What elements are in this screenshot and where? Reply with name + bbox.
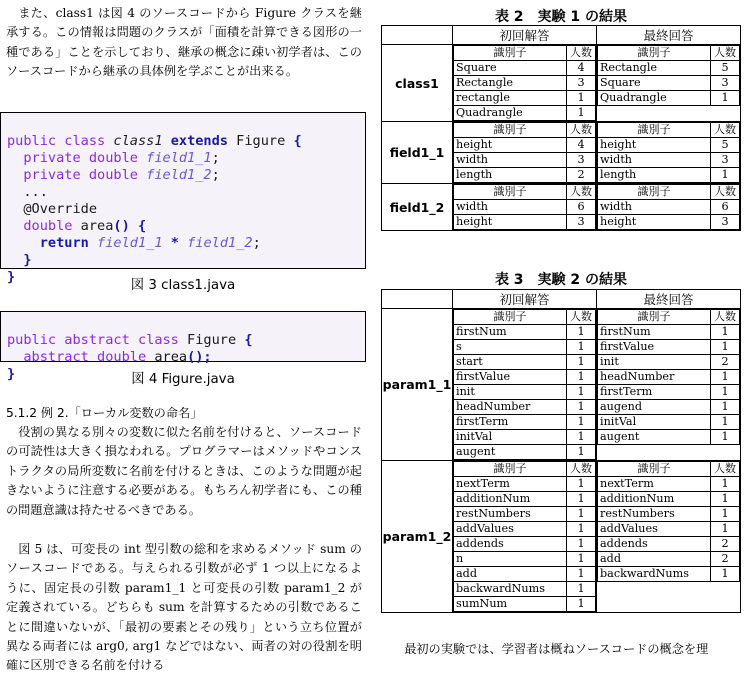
first-answer-subtable [453, 184, 596, 230]
identifier-cell: restNumbers [598, 507, 711, 522]
identifier-cell: additionNum [598, 492, 711, 507]
identifier-cell: backwardNums [598, 567, 711, 582]
identifier-cell: backwardNums [454, 582, 567, 597]
row-label: param1_1 [382, 309, 453, 461]
table-row [454, 106, 596, 121]
count-cell: 1 [567, 597, 596, 612]
count-cell: 1 [567, 537, 596, 552]
first-answer-cell [453, 45, 597, 122]
count-cell: 3 [711, 215, 740, 230]
count-cell: 3 [567, 215, 596, 230]
identifier-cell: width [598, 200, 711, 215]
identifier-header: 識別子 [454, 310, 567, 325]
count-cell: 2 [711, 537, 740, 552]
table3-col-final: 最終回答 [597, 290, 741, 309]
first-answer-subtable [453, 461, 596, 612]
row-label: field1_1 [382, 122, 453, 184]
table-row [598, 340, 740, 355]
count-header: 人数 [711, 123, 740, 138]
count-cell: 1 [567, 91, 596, 106]
count-cell: 1 [567, 507, 596, 522]
count-cell: 1 [711, 522, 740, 537]
identifier-cell: Rectangle [598, 61, 711, 76]
identifier-cell: addends [454, 537, 567, 552]
identifier-cell: addValues [598, 522, 711, 537]
count-cell: 2 [711, 355, 740, 370]
identifier-cell: additionNum [454, 492, 567, 507]
identifier-cell: nextTerm [598, 477, 711, 492]
count-cell: 5 [711, 138, 740, 153]
count-cell: 5 [711, 61, 740, 76]
table-row [454, 385, 596, 400]
count-header: 人数 [711, 46, 740, 61]
table-row [454, 325, 596, 340]
identifier-cell: height [598, 215, 711, 230]
count-cell: 1 [711, 325, 740, 340]
table-row [598, 507, 740, 522]
identifier-cell: initVal [598, 415, 711, 430]
count-cell: 1 [567, 340, 596, 355]
identifier-cell: Quadrangle [598, 91, 711, 106]
first-answer-cell [453, 309, 597, 461]
identifier-header: 識別子 [598, 310, 711, 325]
count-cell: 6 [567, 200, 596, 215]
result-row-param1_1 [382, 309, 741, 461]
table-row [454, 370, 596, 385]
figure4-code-block: public abstract class Figure { abstract double area(); } [0, 311, 366, 362]
count-cell: 1 [567, 445, 596, 460]
identifier-cell: length [598, 168, 711, 183]
table2-col-first: 初回解答 [453, 26, 597, 45]
table-row [454, 91, 596, 106]
identifier-cell: start [454, 355, 567, 370]
count-cell: 1 [567, 552, 596, 567]
table-row [598, 200, 740, 215]
identifier-cell: rectangle [454, 91, 567, 106]
final-answer-subtable [597, 461, 740, 582]
table-row [598, 168, 740, 183]
count-cell: 1 [567, 582, 596, 597]
row-label: param1_2 [382, 461, 453, 613]
table3-col-first: 初回解答 [453, 290, 597, 309]
first-answer-subtable [453, 122, 596, 183]
identifier-cell: augend [598, 400, 711, 415]
result-row-field1_1 [382, 122, 741, 184]
count-cell: 1 [567, 567, 596, 582]
figure3-code-block: public class class1 extends Figure { private double field1_1; private double field1_2; ... @Override double area() { return field1_1 * field1_2; } } [0, 112, 366, 269]
identifier-cell: Square [598, 76, 711, 91]
count-cell: 1 [567, 477, 596, 492]
count-header: 人数 [567, 123, 596, 138]
identifier-cell: width [598, 153, 711, 168]
count-header: 人数 [567, 462, 596, 477]
count-cell: 4 [567, 138, 596, 153]
table-row [598, 552, 740, 567]
table-row [454, 61, 596, 76]
final-answer-subtable [597, 45, 740, 106]
identifier-cell: initVal [454, 430, 567, 445]
count-cell: 1 [567, 325, 596, 340]
table-row [598, 430, 740, 445]
count-cell: 1 [567, 492, 596, 507]
table-row [454, 445, 596, 460]
count-cell: 1 [711, 340, 740, 355]
table-row [454, 477, 596, 492]
figure4-caption: 図 4 Figure.java [131, 372, 235, 387]
count-header: 人数 [567, 46, 596, 61]
section-heading: 5.1.2 例 2.「ローカル変数の命名」 [6, 406, 203, 420]
identifier-cell: headNumber [598, 370, 711, 385]
table-row [454, 200, 596, 215]
identifier-cell: sumNum [454, 597, 567, 612]
final-answer-cell [597, 309, 741, 461]
table-row [598, 522, 740, 537]
final-answer-cell [597, 45, 741, 122]
table3 [381, 289, 741, 613]
count-cell: 1 [711, 385, 740, 400]
count-cell: 1 [567, 385, 596, 400]
count-cell: 1 [711, 400, 740, 415]
count-cell: 1 [711, 477, 740, 492]
result-row-class1 [382, 45, 741, 122]
identifier-header: 識別子 [598, 46, 711, 61]
count-cell: 1 [567, 430, 596, 445]
count-cell: 3 [567, 76, 596, 91]
identifier-cell: augent [454, 445, 567, 460]
table-row [454, 215, 596, 230]
identifier-cell: s [454, 340, 567, 355]
table-row [598, 400, 740, 415]
table-row [454, 537, 596, 552]
table-row [454, 597, 596, 612]
final-answer-cell [597, 184, 741, 231]
identifier-cell: firstValue [454, 370, 567, 385]
count-cell: 1 [711, 168, 740, 183]
row-label: field1_2 [382, 184, 453, 231]
count-cell: 1 [711, 492, 740, 507]
final-answer-cell [597, 122, 741, 184]
table-row [454, 168, 596, 183]
count-cell: 4 [567, 61, 596, 76]
table-row [454, 340, 596, 355]
identifier-cell: add [598, 552, 711, 567]
count-cell: 1 [567, 522, 596, 537]
identifier-cell: height [454, 215, 567, 230]
identifier-cell: firstValue [598, 340, 711, 355]
table2-caption: 表 2 実験 1 の結果 [494, 9, 628, 25]
identifier-cell: height [454, 138, 567, 153]
identifier-cell: firstTerm [454, 415, 567, 430]
result-row-field1_2 [382, 184, 741, 231]
intro-paragraph: また、class1 は図 4 のソースコードから Figure クラスを継承する。この情報は問題のクラスが「面積を計算できる図形の一種である」ことを示しており、継承の概念に疎い初学者は、このソースコードから継承の具体例を学ぶことが出来る。 [6, 6, 362, 79]
identifier-cell: height [598, 138, 711, 153]
final-answer-subtable [597, 309, 740, 445]
table-row [454, 567, 596, 582]
table-row [454, 492, 596, 507]
table3-container [381, 289, 741, 613]
table-row [454, 153, 596, 168]
count-cell: 1 [711, 415, 740, 430]
count-cell: 3 [711, 153, 740, 168]
bottom-paragraph: 最初の実験では、学習者は概ねソースコードの概念を理 [404, 642, 709, 656]
table2-col-final: 最終回答 [597, 26, 741, 45]
table-row [598, 61, 740, 76]
table-row [454, 522, 596, 537]
identifier-cell: firstTerm [598, 385, 711, 400]
first-answer-subtable [453, 309, 596, 460]
count-cell: 1 [711, 567, 740, 582]
first-answer-cell [453, 184, 597, 231]
identifier-cell: length [454, 168, 567, 183]
identifier-cell: Quadrangle [454, 106, 567, 121]
count-header: 人数 [567, 185, 596, 200]
count-cell: 1 [567, 355, 596, 370]
table-row [454, 430, 596, 445]
table-row [454, 582, 596, 597]
table-row [598, 415, 740, 430]
table-row [598, 153, 740, 168]
identifier-header: 識別子 [454, 123, 567, 138]
identifier-header: 識別子 [454, 46, 567, 61]
table-row [454, 552, 596, 567]
table-row [598, 355, 740, 370]
identifier-header: 識別子 [454, 185, 567, 200]
table-row [598, 91, 740, 106]
table-row [598, 477, 740, 492]
identifier-cell: width [454, 153, 567, 168]
table2-container [381, 25, 741, 231]
table-row [454, 415, 596, 430]
count-cell: 1 [567, 415, 596, 430]
table-row [598, 537, 740, 552]
table-row [454, 355, 596, 370]
identifier-cell: addends [598, 537, 711, 552]
table2-corner [382, 26, 453, 45]
count-header: 人数 [711, 310, 740, 325]
count-header: 人数 [711, 185, 740, 200]
table2 [381, 25, 741, 231]
count-cell: 3 [711, 76, 740, 91]
table-row [454, 400, 596, 415]
identifier-cell: augent [598, 430, 711, 445]
first-answer-cell [453, 122, 597, 184]
row-label: class1 [382, 45, 453, 122]
count-cell: 3 [567, 153, 596, 168]
identifier-header: 識別子 [598, 185, 711, 200]
identifier-cell: n [454, 552, 567, 567]
paragraph-sum-method: 図 5 は、可変長の int 型引数の総和を求めるメソッド sum のソースコードである。与えられる引数が必ず 1 つ以上になるように、固定長の引数 param1_1 と可変長の引数 param1_2 が定義されている。どちらも sum を計算するための引数であることに間違いないが、「最初の要素とその残り」という立ち位置が異なる両者には arg0, arg1 などではない、両者の対の役割を明確に区別できる名前を付ける [6, 542, 362, 673]
figure3-caption: 図 3 class1.java [130, 278, 236, 293]
final-answer-subtable [597, 122, 740, 183]
identifier-cell: headNumber [454, 400, 567, 415]
count-cell: 1 [567, 400, 596, 415]
identifier-cell: add [454, 567, 567, 582]
count-cell: 1 [711, 507, 740, 522]
table3-caption: 表 3 実験 2 の結果 [494, 272, 628, 288]
table-row [598, 567, 740, 582]
table-row [598, 492, 740, 507]
code-class-name: class1 [113, 133, 163, 149]
identifier-cell: Rectangle [454, 76, 567, 91]
identifier-cell: init [598, 355, 711, 370]
final-answer-cell [597, 461, 741, 613]
table-row [598, 138, 740, 153]
table-row [454, 138, 596, 153]
table-row [598, 385, 740, 400]
final-answer-subtable [597, 184, 740, 230]
count-header: 人数 [567, 310, 596, 325]
result-row-param1_2 [382, 461, 741, 613]
identifier-cell: firstNum [598, 325, 711, 340]
count-cell: 1 [711, 430, 740, 445]
identifier-header: 識別子 [454, 462, 567, 477]
identifier-cell: Square [454, 61, 567, 76]
table-row [454, 507, 596, 522]
count-cell: 6 [711, 200, 740, 215]
count-header: 人数 [711, 462, 740, 477]
count-cell: 1 [711, 370, 740, 385]
table-row [454, 76, 596, 91]
identifier-cell: width [454, 200, 567, 215]
identifier-cell: init [454, 385, 567, 400]
identifier-cell: firstNum [454, 325, 567, 340]
table-row [598, 215, 740, 230]
count-cell: 2 [567, 168, 596, 183]
table-row [598, 76, 740, 91]
first-answer-cell [453, 461, 597, 613]
paragraph-variable-naming: 役割の異なる別々の変数に似た名前を付けると、ソースコードの可読性は大きく損なわれる。プログラマーはメソッドやコンストラクタの局所変数に名前を付けるときは、このような問題が起きないように注意する必要がある。もちろん初学者にも、この種の問題意識は持たせるべきである。 [6, 425, 362, 517]
table-row [598, 370, 740, 385]
count-cell: 1 [711, 91, 740, 106]
identifier-header: 識別子 [598, 123, 711, 138]
count-cell: 2 [711, 552, 740, 567]
identifier-cell: addValues [454, 522, 567, 537]
identifier-cell: restNumbers [454, 507, 567, 522]
table3-corner [382, 290, 453, 309]
count-cell: 1 [567, 106, 596, 121]
first-answer-subtable [453, 45, 596, 121]
count-cell: 1 [567, 370, 596, 385]
identifier-header: 識別子 [598, 462, 711, 477]
identifier-cell: nextTerm [454, 477, 567, 492]
table-row [598, 325, 740, 340]
